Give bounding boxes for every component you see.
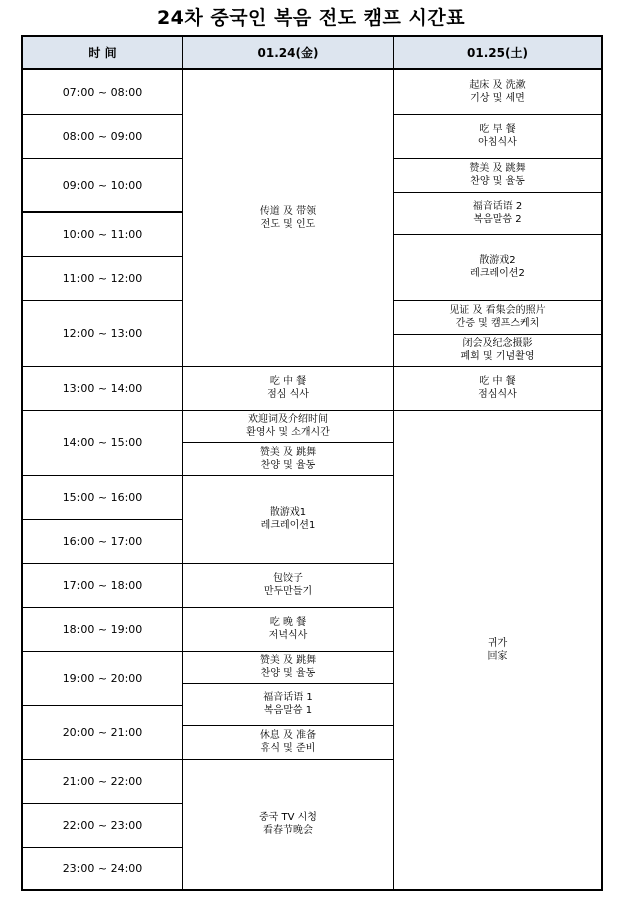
- event-ko: 저녁식사: [268, 630, 308, 641]
- event-zh: 闭会及纪念摄影: [462, 338, 533, 349]
- event-ko: 휴식 및 준비: [260, 743, 316, 754]
- header-time: 时 间: [23, 37, 182, 69]
- event-day2: [394, 366, 601, 410]
- page-title: 24차 중국인 복음 전도 캠프 시간표: [156, 7, 466, 29]
- time-slot: 23:00 ~ 24:00: [62, 861, 143, 875]
- time-slot: 18:00 ~ 19:00: [62, 622, 143, 636]
- event-day1: [183, 563, 393, 607]
- event-zh: 福音话语 1: [263, 692, 313, 703]
- event-zh: 吃 中 餐: [269, 376, 307, 387]
- time-slot: 21:00 ~ 22:00: [62, 774, 143, 788]
- event-ko: 아침식사: [478, 137, 517, 148]
- header-day2: 01.25(土): [394, 37, 601, 69]
- event-day1: [183, 475, 393, 563]
- grid-line: [23, 410, 601, 411]
- grid-line: [23, 475, 182, 476]
- grid-line: [23, 366, 601, 367]
- grid-line: [23, 68, 601, 70]
- grid-line: [23, 114, 182, 115]
- grid-line: [394, 234, 601, 235]
- event-ko: 레크레이션2: [470, 268, 525, 279]
- event-day1: [183, 725, 393, 759]
- event-day2: [394, 234, 601, 300]
- event-zh: 欢迎词及介绍时间: [248, 414, 328, 425]
- event-ko: 복음말씀 2: [473, 214, 522, 225]
- event-zh: 传道 及 带领: [259, 206, 317, 217]
- event-zh: 休息 及 准备: [259, 730, 317, 741]
- event-ko: 기상 및 세면: [470, 93, 525, 104]
- event-day1: [183, 759, 393, 889]
- time-slot: 17:00 ~ 18:00: [62, 578, 143, 592]
- event-ko: 看春节晚会: [263, 825, 313, 836]
- grid-line: [23, 759, 394, 760]
- event-day1: [183, 70, 393, 366]
- grid-line: [23, 847, 182, 848]
- event-zh: 包饺子: [273, 573, 303, 584]
- header-day1: 01.24(金): [183, 37, 393, 69]
- event-ko: 복음말씀 1: [263, 705, 313, 716]
- time-slot: 20:00 ~ 21:00: [62, 725, 143, 739]
- event-zh: 福音话语 2: [472, 201, 523, 212]
- time-slot: 16:00 ~ 17:00: [62, 534, 143, 548]
- event-ko: 찬양 및 율동: [470, 176, 525, 187]
- event-zh: 赞美 及 跳舞: [259, 655, 317, 666]
- event-zh: 起床 及 洗漱: [469, 80, 526, 91]
- event-ko: 찬양 및 율동: [260, 668, 316, 679]
- event-zh: 散游戏1: [269, 507, 307, 518]
- time-slot: 13:00 ~ 14:00: [62, 381, 143, 395]
- time-slot: 19:00 ~ 20:00: [62, 671, 143, 685]
- grid-line: [23, 803, 182, 804]
- grid-line: [23, 607, 394, 608]
- grid-line: [183, 683, 393, 684]
- event-day2: [394, 334, 601, 366]
- grid-line: [183, 651, 393, 652]
- event-day2: [394, 410, 601, 889]
- event-ko: 만두만들기: [263, 586, 313, 597]
- time-slot: 07:00 ~ 08:00: [62, 85, 143, 99]
- grid-line: [23, 300, 182, 301]
- event-ko: 폐회 및 기념촬영: [460, 351, 535, 362]
- time-slot: 15:00 ~ 16:00: [62, 490, 143, 504]
- event-zh: 吃 中 餐: [479, 376, 516, 387]
- grid-line: [23, 563, 394, 564]
- time-slot: 12:00 ~ 13:00: [62, 326, 143, 340]
- event-day1: [183, 410, 393, 442]
- event-zh: 중국 TV 시청: [259, 812, 317, 823]
- event-zh: 귀가: [487, 637, 508, 649]
- grid-line: [23, 519, 182, 520]
- event-day2: [394, 114, 601, 158]
- time-slot: 14:00 ~ 15:00: [62, 436, 143, 449]
- grid-line: [393, 37, 394, 889]
- time-slot: 22:00 ~ 23:00: [62, 818, 143, 832]
- event-ko: 回家: [487, 650, 508, 662]
- event-ko: 레크레이션1: [260, 520, 316, 531]
- event-day2: [394, 70, 601, 114]
- grid-line: [182, 37, 183, 889]
- grid-line: [23, 705, 182, 706]
- event-zh: 见证 及 看集会的照片: [449, 305, 546, 316]
- event-zh: 赞美 及 跳舞: [469, 163, 526, 174]
- event-day1: [183, 366, 393, 410]
- event-zh: 吃 晚 餐: [269, 617, 307, 628]
- grid-line: [394, 158, 601, 159]
- event-day1: [183, 442, 393, 475]
- grid-line: [23, 158, 182, 159]
- schedule-table: [21, 35, 603, 891]
- event-day2: [394, 300, 601, 334]
- event-ko: 찬양 및 율동: [260, 459, 316, 471]
- grid-line: [183, 475, 393, 476]
- grid-line: [183, 442, 393, 443]
- event-ko: 환영사 및 소개시간: [246, 427, 330, 438]
- event-ko: 점심 식사: [267, 389, 309, 400]
- grid-line: [23, 211, 182, 213]
- event-zh: 吃 早 餐: [479, 124, 516, 135]
- time-slot: 08:00 ~ 09:00: [62, 129, 143, 143]
- time-slot: 09:00 ~ 10:00: [62, 178, 143, 192]
- event-day1: [183, 607, 393, 651]
- grid-line: [394, 114, 601, 115]
- grid-line: [394, 300, 601, 301]
- grid-line: [394, 192, 601, 193]
- event-ko: 간증 및 캠프스케치: [455, 318, 540, 329]
- event-ko: 점심식사: [478, 389, 517, 400]
- time-slot: 10:00 ~ 11:00: [62, 227, 143, 241]
- event-day2: [394, 158, 601, 192]
- event-zh: 赞美 及 跳舞: [259, 446, 317, 458]
- event-day2: [394, 192, 601, 234]
- event-day1: [183, 683, 393, 725]
- grid-line: [183, 725, 393, 726]
- event-ko: 전도 및 인도: [260, 219, 316, 230]
- grid-line: [23, 256, 182, 257]
- event-day1: [183, 651, 393, 683]
- grid-line: [394, 334, 601, 335]
- grid-line: [23, 651, 182, 652]
- time-slot: 11:00 ~ 12:00: [62, 271, 143, 285]
- event-zh: 散游戏2: [479, 255, 516, 266]
